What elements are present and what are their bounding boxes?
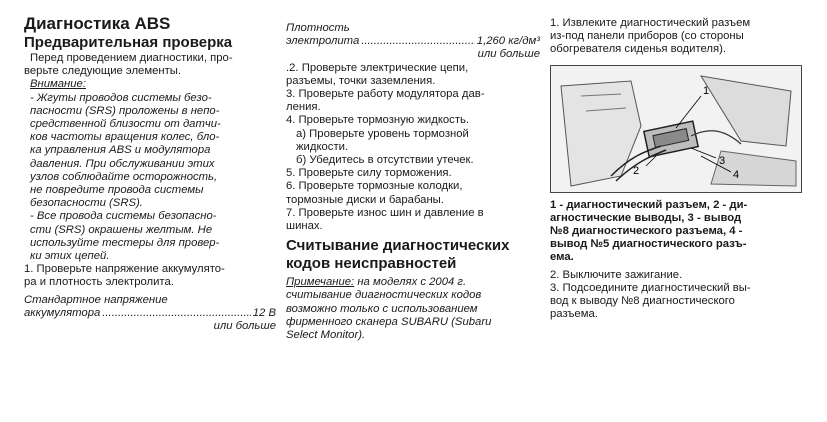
warning-block-2	[24, 210, 276, 263]
step-line: ления.	[286, 101, 321, 114]
figure-caption-line: №8 диагностического разъема, 4 -	[550, 225, 743, 238]
step-line: шинах.	[286, 220, 323, 233]
section-title-codes: Считывание диагностических	[286, 237, 510, 255]
note-line: возможно только с использованием	[286, 302, 478, 315]
step-line: 3. Подсоедините диагностический вы-	[550, 281, 751, 294]
leader-dots	[102, 307, 250, 320]
warning-block-1	[24, 92, 276, 211]
figure-caption-line: ема.	[550, 251, 574, 264]
figure-callout-1: 1	[703, 84, 710, 97]
column-left	[24, 14, 276, 333]
intro-line: Перед проведением диагностики, про-	[30, 52, 233, 64]
step-line: .2. Проверьте электрические цепи,	[286, 61, 469, 74]
density-row	[286, 35, 540, 48]
step-line: 3. Проверьте работу модулятора дав-	[286, 88, 485, 101]
step-line: ра и плотность электролита.	[24, 276, 174, 289]
step-line: 6. Проверьте тормозные колодки,	[286, 180, 463, 193]
step-line: 7. Проверьте износ шин и давление в	[286, 206, 484, 219]
step-line: из-под панели приборов (со стороны	[550, 30, 744, 43]
note-label: Примечание:	[286, 276, 355, 289]
warning-label: Внимание:	[30, 78, 86, 91]
density-name: электролита	[286, 35, 360, 48]
warning-line: давления. При обслуживании этих	[30, 157, 215, 170]
step-line: тормозные диски и барабаны.	[286, 193, 444, 206]
connector-figure	[550, 65, 802, 193]
substep-line: а) Проверьте уровень тормозной	[296, 127, 469, 140]
warning-line: ков частоты вращения колес, бло-	[30, 131, 220, 144]
spec-suffix: или больше	[213, 320, 276, 333]
spec-label: Стандартное напряжение	[24, 293, 168, 306]
column-middle	[286, 22, 540, 342]
density-label: Плотность	[286, 22, 350, 34]
section-title-codes: кодов неисправностей	[286, 255, 457, 273]
leader-dots	[361, 35, 475, 48]
note-line: Select Monitor).	[286, 329, 366, 342]
substep-line: б) Убедитесь в отсутствии утечек.	[296, 154, 474, 167]
figure-callout-2: 2	[633, 164, 640, 177]
spec-row	[24, 307, 276, 320]
step-line: вод к выводу №8 диагностического	[550, 295, 735, 308]
warning-line: узлов соблюдайте осторожность,	[30, 170, 218, 183]
substep-line: жидкости.	[296, 140, 349, 153]
step-line: 5. Проверьте силу торможения.	[286, 167, 452, 180]
step-line: 1. Проверьте напряжение аккумулято-	[24, 263, 225, 276]
step-line: 4. Проверьте тормозную жидкость.	[286, 114, 470, 127]
intro-line: верьте следующие элементы.	[24, 65, 182, 78]
figure-callout-4: 4	[733, 168, 740, 181]
spec-value: 12 В	[252, 306, 276, 319]
column-right	[550, 17, 808, 321]
note-line	[286, 276, 540, 289]
note-line: фирменного сканера SUBARU (Subaru	[286, 315, 492, 328]
figure-callout-3: 3	[719, 154, 726, 167]
figure-caption-line: вывод №5 диагностического разъ-	[550, 238, 747, 251]
step-line: разъемы, точки заземления.	[286, 74, 436, 87]
warning-line: сти (SRS) окрашены желтым. Не	[30, 223, 213, 236]
figure-caption-line: 1 - диагностический разъем, 2 - ди-	[550, 198, 748, 211]
density-value: 1,260 кг/дм³	[476, 35, 540, 48]
figure-caption-line: агностические выводы, 3 - вывод	[550, 211, 742, 224]
warning-line: средственной близости от датчи-	[30, 118, 221, 131]
warning-line: - Все провода системы безопасно-	[30, 210, 217, 223]
warning-line: используйте тестеры для провер-	[30, 236, 220, 249]
warning-line: пасности (SRS) проложены в непо-	[30, 104, 220, 117]
warning-line: ка управления ABS и модулятора	[30, 144, 211, 157]
step-line: 1. Извлеките диагностический разъем	[550, 17, 751, 29]
warning-line: - Жгуты проводов системы безо-	[30, 91, 212, 104]
section-title-precheck: Предварительная проверка	[24, 34, 233, 51]
page-title: Диагностика ABS	[24, 14, 171, 33]
step-line: разъема.	[550, 308, 598, 321]
note-line: считывание диагностических кодов	[286, 289, 482, 302]
warning-line: ки этих цепей.	[30, 250, 110, 263]
step-line: обогревателя сиденья водителя).	[550, 43, 727, 56]
warning-line: не повредите провода системы	[30, 184, 204, 197]
step-line: 2. Выключите зажигание.	[550, 268, 683, 281]
note-text: на моделях с 2004 г.	[354, 276, 467, 289]
density-suffix: или больше	[477, 48, 540, 61]
spec-name: аккумулятора	[24, 306, 101, 319]
warning-line: безопасности (SRS).	[30, 197, 143, 210]
